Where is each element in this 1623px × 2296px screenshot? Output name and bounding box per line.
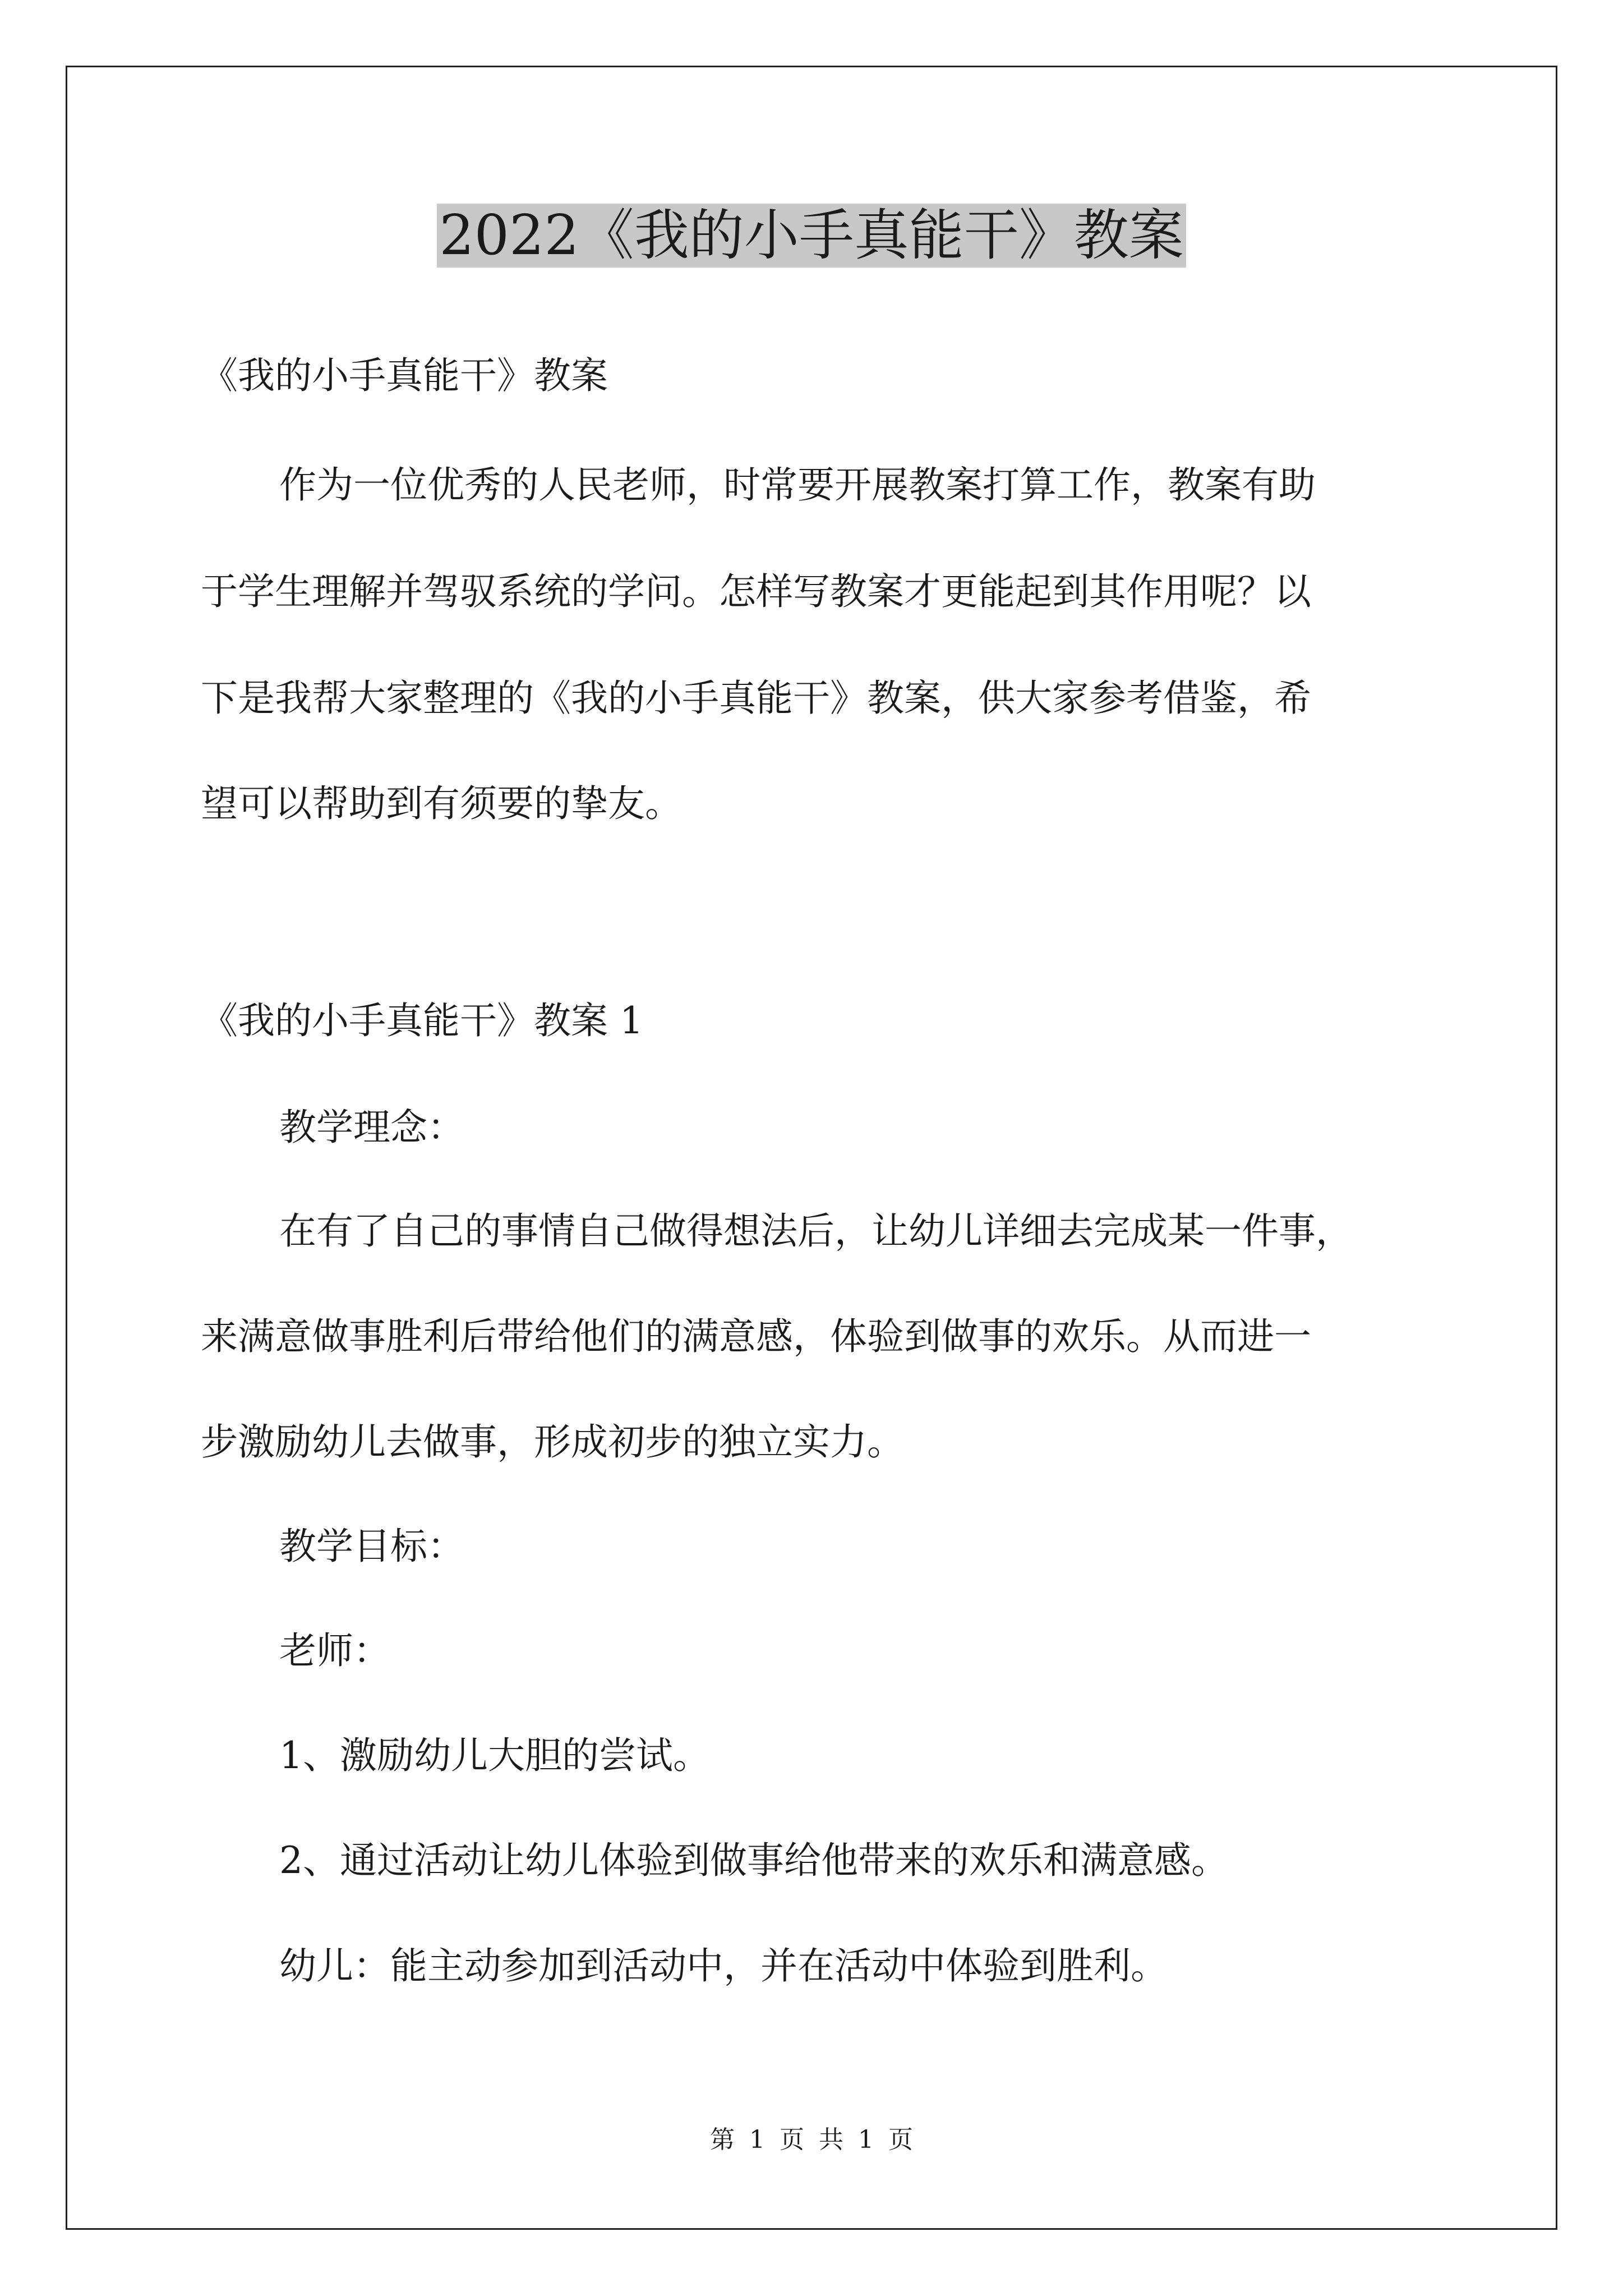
intro-line-2: 于学生理解并驾驭系统的学问。怎样写教案才更能起到其作用呢？以 — [201, 570, 1311, 613]
intro-line-3: 下是我帮大家整理的《我的小手真能干》教案，供大家参考借鉴，希 — [201, 677, 1311, 720]
section-heading: 《我的小手真能干》教案 1 — [201, 999, 643, 1042]
concept-line-3: 步激励幼儿去做事，形成初步的独立实力。 — [201, 1420, 904, 1464]
teacher-label: 老师： — [279, 1629, 390, 1672]
concept-line-2: 来满意做事胜利后带给他们的满意感，体验到做事的欢乐。从而进一 — [201, 1315, 1311, 1358]
teacher-goal-2: 2、通过活动让幼儿体验到做事给他带来的欢乐和满意感。 — [279, 1839, 1228, 1882]
intro-line-1: 作为一位优秀的人民老师，时常要开展教案打算工作，教案有助 — [279, 463, 1316, 507]
page-number-footer: 第 1 页 共 1 页 — [710, 2125, 913, 2154]
teacher-goal-1: 1、激励幼儿大胆的尝试。 — [279, 1734, 710, 1777]
intro-heading: 《我的小手真能干》教案 — [201, 354, 608, 397]
child-goal: 幼儿：能主动参加到活动中，并在活动中体验到胜利。 — [279, 1944, 1168, 1987]
concept-line-1: 在有了自己的事情自己做得想法后，让幼儿详细去完成某一件事， — [279, 1209, 1353, 1253]
title-highlight: 2022《我的小手真能干》教案 — [437, 204, 1186, 268]
intro-line-4: 望可以帮助到有须要的挚友。 — [201, 782, 682, 825]
concept-label: 教学理念： — [279, 1106, 464, 1149]
goals-label: 教学目标： — [279, 1525, 464, 1568]
document-title — [0, 199, 1623, 272]
